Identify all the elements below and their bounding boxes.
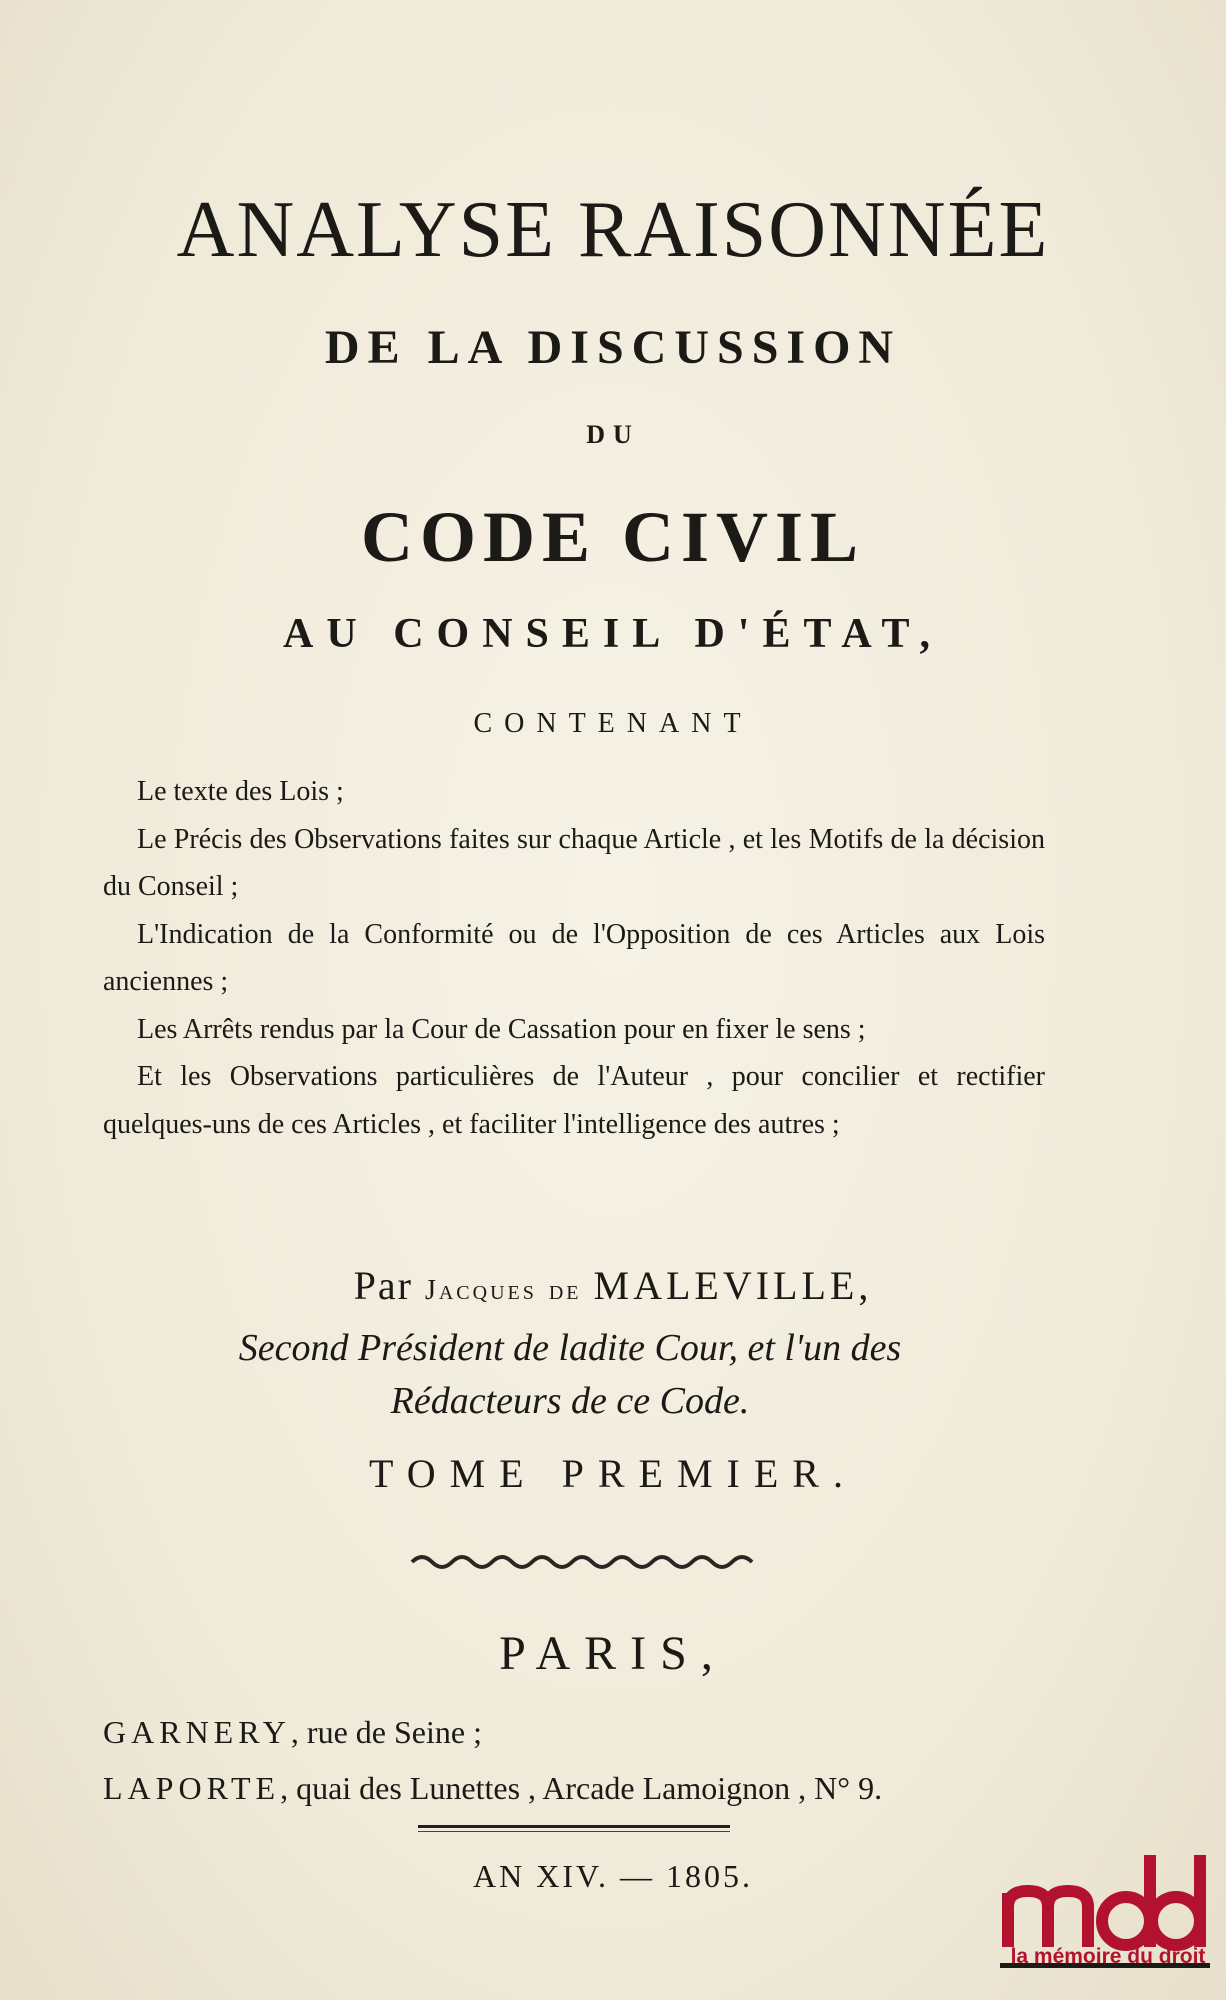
divider-rule bbox=[418, 1825, 730, 1828]
volume-label: TOME PREMIER. bbox=[369, 1451, 857, 1496]
subtitle-du: DU bbox=[586, 420, 640, 449]
city: PARIS, bbox=[499, 1627, 727, 1680]
contains-label: CONTENANT bbox=[473, 708, 753, 739]
publisher-name: LAPORTE bbox=[103, 1770, 281, 1806]
author-par: Par bbox=[353, 1263, 413, 1308]
subtitle-conseil: AU CONSEIL D'ÉTAT, bbox=[283, 611, 943, 657]
author-first-name: Jacques bbox=[424, 1275, 537, 1306]
ornament-divider bbox=[410, 1550, 770, 1574]
publication-date: AN XIV. — 1805. bbox=[473, 1858, 753, 1894]
publisher-address: , rue de Seine ; bbox=[290, 1714, 482, 1750]
contents-item: Et les Observations particulières de l'Auteur , pour concilier et rectifier quelques-uns de ces Articles , et faciliter l'intelligence des autres ; bbox=[103, 1061, 1045, 1140]
contents-list bbox=[103, 768, 1045, 1148]
author-role-line-1: Second Président de ladite Cour, et l'un des bbox=[238, 1327, 902, 1369]
contents-item: Le Précis des Observations faites sur chaque Article , et les Motifs de la décision du Conseil ; bbox=[103, 823, 1045, 902]
author-line bbox=[0, 1262, 1226, 1309]
code-civil-heading: CODE CIVIL bbox=[360, 497, 866, 577]
author-last-name: MALEVILLE, bbox=[593, 1263, 873, 1308]
publisher-name: GARNERY bbox=[103, 1714, 291, 1750]
book-title: ANALYSE RAISONNÉE bbox=[176, 186, 1050, 274]
contents-item: L'Indication de la Conformité ou de l'Opposition de ces Articles aux Lois anciennes ; bbox=[103, 918, 1045, 997]
subtitle-discussion: DE LA DISCUSSION bbox=[324, 321, 902, 374]
author-role-line-2: Rédacteurs de ce Code. bbox=[390, 1380, 750, 1422]
publisher-address: , quai des Lunettes , Arcade Lamoignon , N° 9. bbox=[280, 1770, 883, 1806]
contents-item: Les Arrêts rendus par la Cour de Cassation pour en fixer le sens ; bbox=[137, 1013, 866, 1045]
logo-tagline: la mémoire du droit bbox=[1010, 1945, 1206, 1968]
publisher-line bbox=[103, 1704, 1063, 1760]
divider-rule-thin bbox=[418, 1831, 730, 1832]
author-role bbox=[120, 1322, 1020, 1428]
contents-item: Le texte des Lois ; bbox=[137, 776, 344, 807]
author-particle: de bbox=[548, 1275, 582, 1306]
publisher-line bbox=[103, 1760, 1063, 1816]
